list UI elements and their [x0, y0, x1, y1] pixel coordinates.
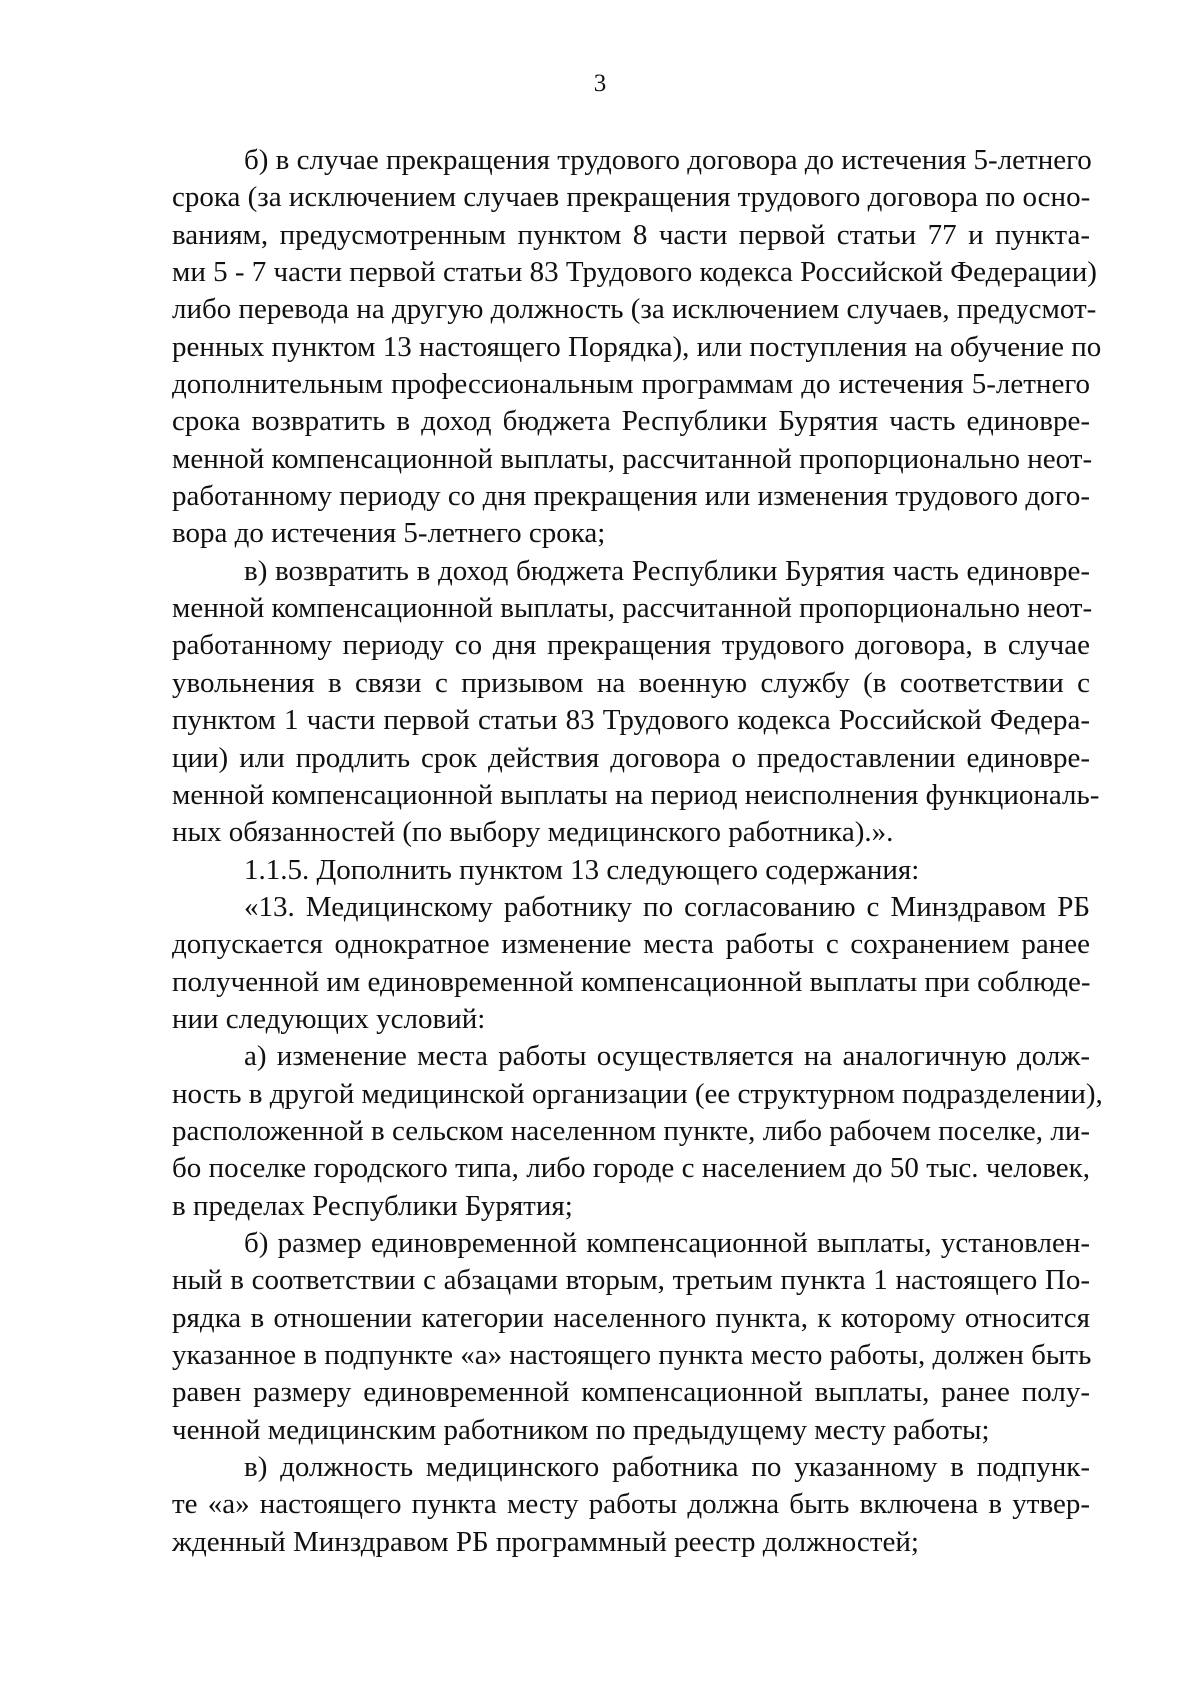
text-line: ми 5 - 7 части первой статьи 83 Трудового кодекса Российской Федерации): [172, 256, 1097, 289]
text-line: указанное в подпункте «а» настоящего пункта место работы, должен быть: [172, 1339, 1092, 1371]
paragraph-item-1-1-5: [172, 852, 1090, 889]
text-line: менной компенсационной выплаты, рассчитанной пропорционально неот-: [172, 592, 1093, 625]
text-line: равен размеру единовременной компенсационной выплаты, ранее полу-: [172, 1376, 1090, 1409]
text-line: «13. Медицинскому работнику по согласованию с Минздравом РБ: [244, 890, 1090, 923]
text-line: ренных пунктом 13 настоящего Порядка), или поступления на обучение по: [172, 330, 1102, 363]
text-line: нии следующих условий:: [172, 1002, 486, 1035]
paragraph-sub-b-termination: [172, 142, 1102, 553]
text-line: ченной медицинским работником по предыдущему месту работы;: [172, 1413, 990, 1446]
page-number: 3: [593, 70, 607, 97]
text-line: ность в другой медицинской организации (ее структурном подразделении),: [172, 1077, 1103, 1110]
text-line: ции) или продлить срок действия договора о предоставлении единовре-: [172, 741, 1090, 774]
text-line: либо перевода на другую должность (за исключением случаев, предусмот-: [172, 293, 1097, 326]
paragraph-point-13-intro: [172, 889, 1090, 1038]
text-line: в) должность медицинского работника по указанному в подпунк-: [244, 1451, 1090, 1484]
text-line: менной компенсационной выплаты, рассчитанной пропорционально неот-: [172, 442, 1093, 475]
text-line: пунктом 1 части первой статьи 83 Трудового кодекса Российской Федера-: [172, 704, 1090, 737]
text-line: дополнительным профессиональным программам до истечения 5-летнего: [172, 368, 1090, 401]
text-line: жденный Минздравом РБ программный реестр должностей;: [172, 1525, 919, 1558]
text-line: срока возвратить в доход бюджета Республики Бурятия часть единовре-: [172, 405, 1090, 438]
text-line: полученной им единовременной компенсационной выплаты при соблюде-: [172, 965, 1091, 998]
text-line: а) изменение места работы осуществляется на аналогичную долж-: [244, 1040, 1090, 1073]
text-line: допускается однократное изменение места работы с сохранением ранее: [172, 928, 1090, 961]
text-line: рядка в отношении категории населенного пункта, к которому относится: [172, 1301, 1090, 1334]
text-line: в) возвратить в доход бюджета Республики Бурятия часть единовре-: [244, 554, 1090, 587]
document-body: [172, 142, 1103, 1561]
text-line: менной компенсационной выплаты на период неисполнения функциональ-: [172, 778, 1100, 811]
paragraph-point-13-v: [172, 1449, 1090, 1561]
text-line: вора до истечения 5-летнего срока;: [172, 517, 606, 550]
paragraph-point-13-a: [172, 1038, 1103, 1225]
text-line: ный в соответствии с абзацами вторым, третьим пункта 1 настоящего По-: [172, 1264, 1090, 1297]
paragraph-sub-v-military: [172, 553, 1100, 852]
text-line: 1.1.5. Дополнить пунктом 13 следующего содержания:: [244, 853, 920, 886]
text-line: работанному периоду со дня прекращения трудового договора, в случае: [172, 629, 1090, 662]
text-line: увольнения в связи с призывом на военную службу (в соответствии с: [172, 666, 1090, 699]
text-line: расположенной в сельском населенном пункте, либо рабочем поселке, ли-: [172, 1114, 1090, 1147]
paragraph-point-13-b: [172, 1225, 1090, 1449]
text-line: работанному периоду со дня прекращения или изменения трудового дого-: [172, 480, 1090, 513]
text-line: срока (за исключением случаев прекращения трудового договора по осно-: [172, 181, 1091, 214]
text-line: б) размер единовременной компенсационной выплаты, установлен-: [244, 1226, 1090, 1259]
text-line: б) в случае прекращения трудового договора до истечения 5-летнего: [244, 144, 1092, 176]
text-line: ваниям, предусмотренным пунктом 8 части первой статьи 77 и пункта-: [172, 218, 1090, 251]
text-line: ных обязанностей (по выбору медицинского работника).».: [172, 816, 894, 849]
text-line: в пределах Республики Бурятия;: [172, 1189, 573, 1222]
text-line: те «а» настоящего пункта месту работы должна быть включена в утвер-: [172, 1488, 1090, 1521]
text-line: бо поселке городского типа, либо городе с населением до 50 тыс. человек,: [172, 1152, 1090, 1185]
